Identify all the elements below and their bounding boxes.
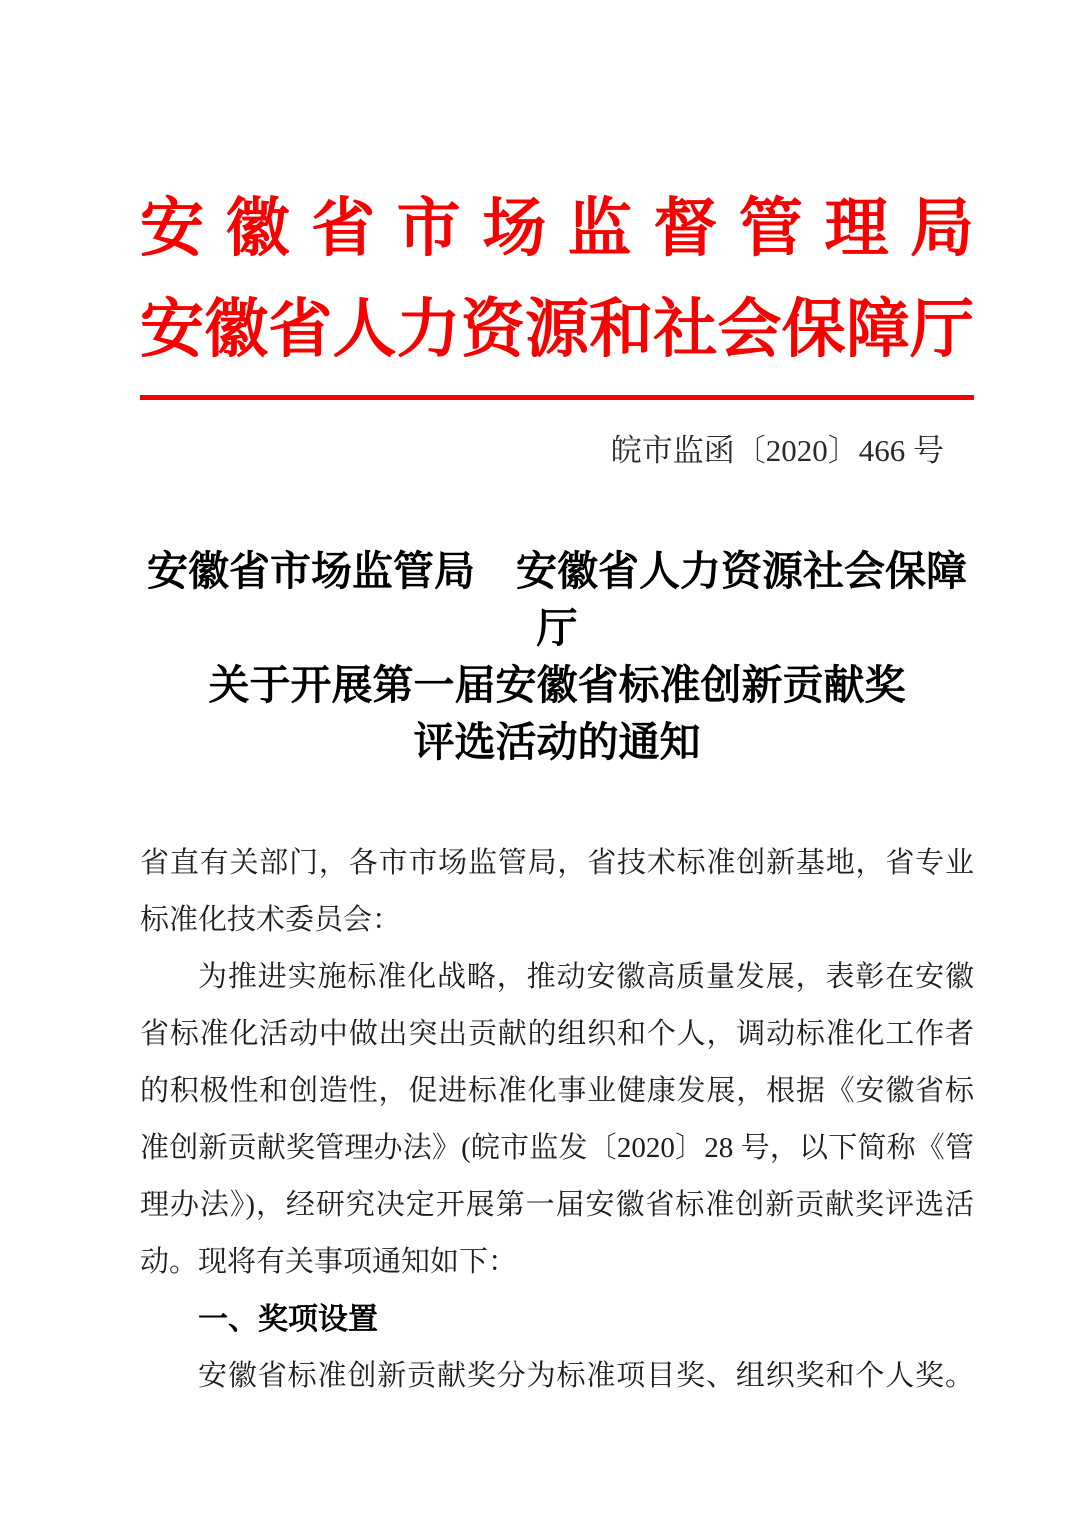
body-line: 准创新贡献奖管理办法》(皖市监发〔2020〕28 号，以下简称《管: [140, 1132, 974, 1164]
body-line: 理办法》)，经研究决定开展第一届安徽省标准创新贡献奖评选活: [140, 1189, 974, 1221]
body-line: 动。现将有关事项通知如下：: [140, 1246, 518, 1278]
letterhead-agency-line-2: 安徽省人力资源和社会保障厅: [140, 294, 974, 365]
body-text: [140, 835, 974, 1405]
section-heading: 一、奖项设置: [198, 1303, 378, 1336]
document-title-line-3: 评选活动的通知: [413, 719, 701, 765]
body-line: 安徽省标准创新贡献奖分为标准项目奖、组织奖和个人奖。: [198, 1360, 974, 1392]
body-line: 的积极性和创造性，促进标准化事业健康发展，根据《安徽省标: [140, 1075, 974, 1107]
letterhead-agency-line-1: 安徽省市场监督管理局: [140, 193, 974, 264]
document-title-line-2: 关于开展第一届安徽省标准创新贡献奖: [208, 662, 906, 708]
body-line: 标准化技术委员会：: [140, 904, 402, 936]
body-line: 省直有关部门，各市市场监管局，省技术标准创新基地，省专业: [140, 847, 974, 879]
letterhead-red-rule: [140, 395, 974, 400]
document-title: [140, 543, 974, 771]
document-number: 皖市监函〔2020〕466 号: [610, 433, 944, 468]
document-title-line-1: 安徽省市场监管局 安徽省人力资源社会保障厅: [147, 548, 967, 651]
body-line: 省标准化活动中做出突出贡献的组织和个人，调动标准化工作者: [140, 1018, 974, 1050]
body-line: 为推进实施标准化战略，推动安徽高质量发展，表彰在安徽: [198, 961, 974, 993]
letterhead: [140, 178, 974, 471]
